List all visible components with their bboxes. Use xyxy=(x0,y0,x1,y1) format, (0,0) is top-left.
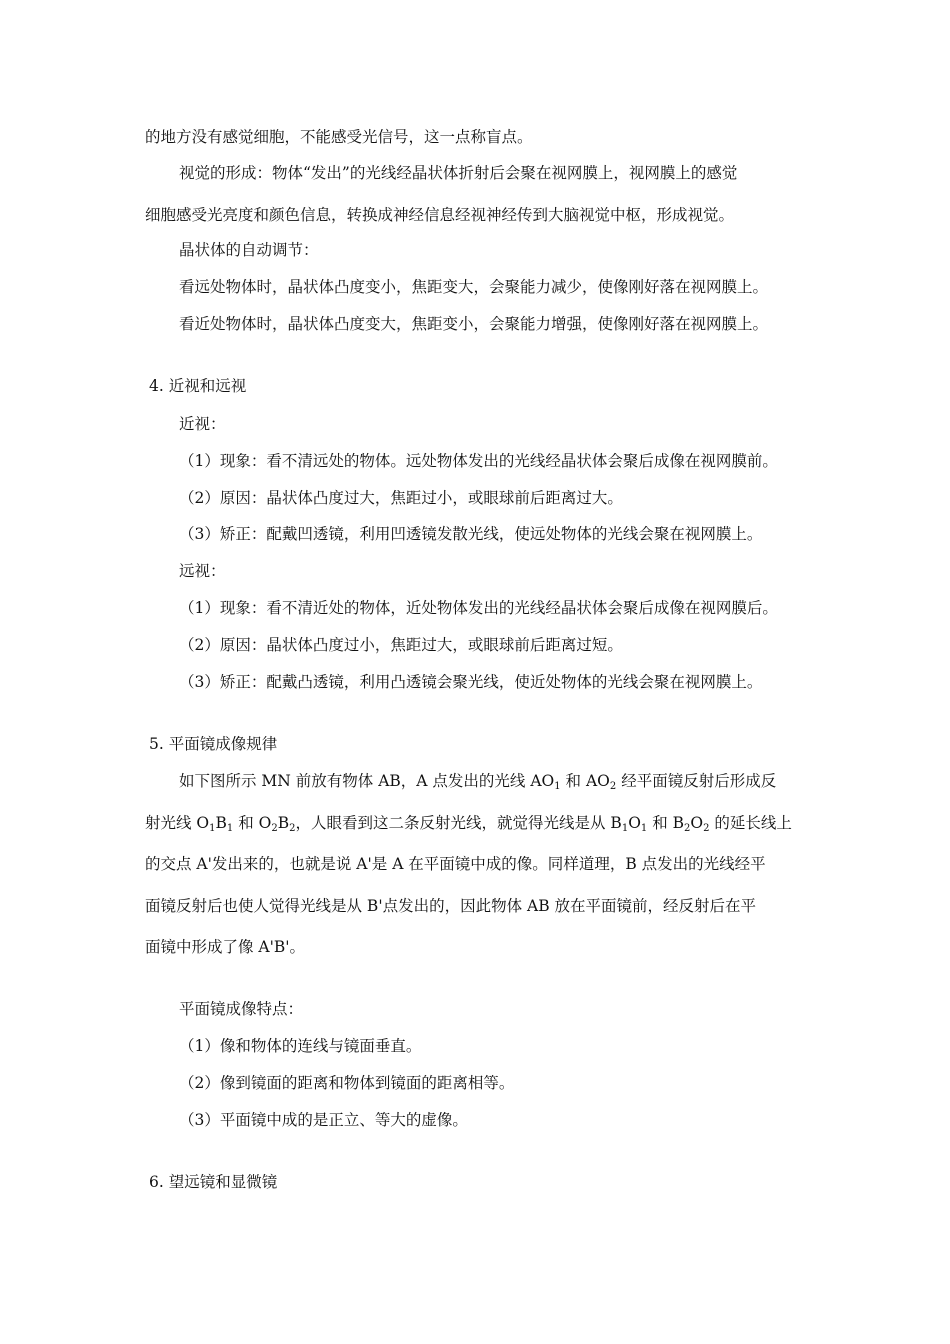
text-run: 和 B xyxy=(647,814,685,832)
list-item: （1）现象：看不清近处的物体，近处物体发出的光线经晶状体会聚后成像在视网膜后。 xyxy=(179,599,778,617)
text-run: 如下图所示 MN 前放有物体 AB，A 点发出的光线 AO xyxy=(179,772,555,790)
list-item: （1）像和物体的连线与镜面垂直。 xyxy=(179,1037,422,1055)
paragraph-line: 的交点 A'发出来的，也就是说 A'是 A 在平面镜中成的像。同样道理，B 点发出的光线经平 xyxy=(145,855,766,873)
text-run: B xyxy=(215,814,227,832)
text-run: 射光线 O xyxy=(145,814,210,832)
paragraph-line: 细胞感受光亮度和颜色信息，转换成神经信息经视神经传到大脑视觉中枢，形成视觉。 xyxy=(145,206,735,224)
section-heading: 6. 望远镜和显微镜 xyxy=(149,1173,278,1191)
subscript: 1 xyxy=(621,823,629,834)
paragraph-line: 的地方没有感觉细胞，不能感受光信号，这一点称盲点。 xyxy=(145,128,533,146)
paragraph-line xyxy=(145,813,792,833)
subscript: 1 xyxy=(209,823,216,834)
paragraph-line: 晶状体的自动调节： xyxy=(179,241,319,259)
subsection-label: 近视： xyxy=(179,415,226,433)
paragraph-line: 视觉的形成：物体“发出”的光线经晶状体折射后会聚在视网膜上，视网膜上的感觉 xyxy=(179,164,738,182)
paragraph-line xyxy=(179,771,776,791)
subsection-label: 平面镜成像特点： xyxy=(179,1000,304,1018)
section-heading: 4. 近视和远视 xyxy=(149,377,247,395)
paragraph-line: 看近处物体时，晶状体凸度变大，焦距变小，会聚能力增强，使像刚好落在视网膜上。 xyxy=(179,315,769,333)
list-item: （1）现象：看不清远处的物体。远处物体发出的光线经晶状体会聚后成像在视网膜前。 xyxy=(179,452,778,470)
list-item: （3）矫正：配戴凸透镜，利用凸透镜会聚光线，使近处物体的光线会聚在视网膜上。 xyxy=(179,673,763,691)
text-run: O xyxy=(690,814,704,832)
subscript: 2 xyxy=(609,781,617,792)
text-run: O xyxy=(628,814,641,832)
subscript: 2 xyxy=(289,823,296,834)
text-run: 和 O xyxy=(233,814,272,832)
list-item: （3）平面镜中成的是正立、等大的虚像。 xyxy=(179,1111,468,1129)
text-run: 的延长线上 xyxy=(709,814,792,832)
subscript: 1 xyxy=(640,823,648,834)
text-run: ，人眼看到这二条反射光线，就觉得光线是从 B xyxy=(295,814,622,832)
list-item: （3）矫正：配戴凹透镜，利用凹透镜发散光线，使远处物体的光线会聚在视网膜上。 xyxy=(179,525,763,543)
section-heading: 5. 平面镜成像规律 xyxy=(149,735,278,753)
list-item: （2）原因：晶状体凸度过大，焦距过小，或眼球前后距离过大。 xyxy=(179,489,623,507)
text-run: 和 AO xyxy=(560,772,610,790)
subscript: 1 xyxy=(554,781,561,792)
list-item: （2）像到镜面的距离和物体到镜面的距离相等。 xyxy=(179,1074,515,1092)
list-item: （2）原因：晶状体凸度过小，焦距过大，或眼球前后距离过短。 xyxy=(179,636,623,654)
paragraph-line: 面镜反射后也使人觉得光线是从 B'点发出的，因此物体 AB 放在平面镜前，经反射后在平 xyxy=(145,897,757,915)
subscript: 2 xyxy=(271,823,278,834)
subscript: 1 xyxy=(226,823,234,834)
paragraph-line: 面镜中形成了像 A'B'。 xyxy=(145,938,306,956)
subscript: 2 xyxy=(684,823,691,834)
subscript: 2 xyxy=(703,823,710,834)
paragraph-line: 看远处物体时，晶状体凸度变小，焦距变大，会聚能力减少，使像刚好落在视网膜上。 xyxy=(179,278,769,296)
text-run: B xyxy=(277,814,290,832)
subsection-label: 远视： xyxy=(179,562,226,580)
text-run: 经平面镜反射后形成反 xyxy=(616,772,777,790)
